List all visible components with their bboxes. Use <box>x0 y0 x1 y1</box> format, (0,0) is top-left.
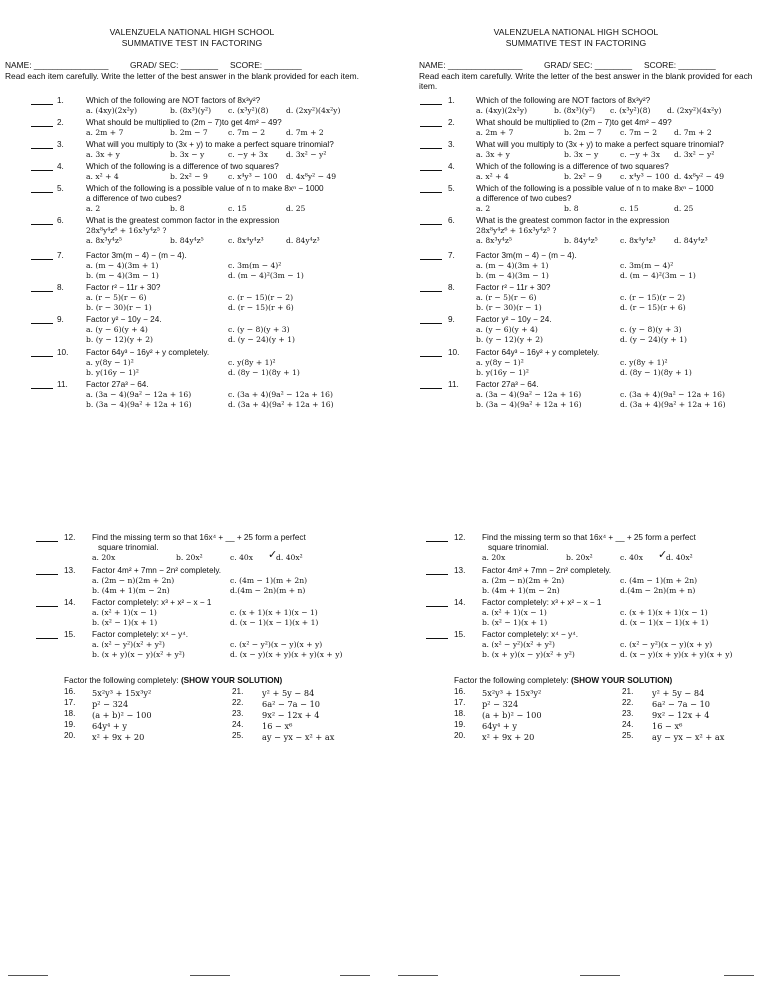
test-title: SUMMATIVE TEST IN FACTORING <box>121 38 263 48</box>
check-mark-icon: ✓ <box>658 548 668 561</box>
answer-blank[interactable] <box>31 251 53 260</box>
answer-blank[interactable] <box>420 348 442 357</box>
item-24: 24. <box>622 720 634 729</box>
name-field-label: NAME: ________________ <box>5 60 109 70</box>
answer-blank[interactable] <box>31 118 53 127</box>
worksheet-left: VALENZUELA NATIONAL HIGH SCHOOL SUMMATIVE TEST IN FACTORING NAME: ________________ GRAD/ SEC: ________ SCORE: ________ Read each item carefully. Write the letter of the best answer in the blank provided for each item. 1. Which of the following are NOT factors of 8x³y²? a. (4xy)(2x²y) b. (8x³)(y²) c. (x³y²)(8) d. (2xy²)(4x²y) 2. What should be multiplied to (2m − 7)to get 4m² − 49? a. 2m + 7 b. 2m − 7 c. 7m − 2 d. 7m + 2 3. What will you multiply to (3x + y) to make a perfect square trinomial? a. 3x + y b. 3x − y c. −y + 3x d. 3x² − y² 4. Which of the following is a difference of two squares? a. x² + 4 b. 2x² − 9 c. x⁴y³ − 100 d. 4x⁸y² − 49 5. Which of the following is a possible value of n to make 8xⁿ − 1000 a difference of two cubes? a. 2 b. 8 c. 15 d. 25 6. What is the greatest common factor in the expression 28x⁸y⁴z⁶ + 16x³y⁴z⁵ ? a. 8x³y⁴z⁵ b. 84y⁴z⁵ c. 8x⁴y⁴z³ d. 84y⁴z³ 7. Factor 3m(m − 4) − (m − 4). a. (m − 4)(3m + 1) c. 3m(m − 4)² b. (m − 4)(3m − 1) d. (m − 4)²(3m − 1) 8. Factor r² − 11r + 30? a. (r − 5)(r − 6) c. (r − 15)(r − 2) b. (r − 30)(r − 1) d. (r − 15)(r + 6) 9. Factor y² − 10y − 24. a. (y − 6)(y + 4) c. (y − 8)(y + 3) b. (y − 12)(y + 2) d. (y − 24)(y + 1) 10. Factor 64y³ − 16y² + y completely. a. y(8y − 1)² c. y(8y + 1)² b. y(16y − 1)² d. (8y − 1)(8y + 1) 11. Factor 27a³ − 64. a. (3a − 4)(9a² − 12a + 16) c. (3a + 4)(9a² − 12a + 16) b. (3a − 4)(9a² + 12a + 16) d. (3a + 4)(9a² + 12a + 16) 12. Find the missing term so that 16x⁴ + __ + 25 form a perfect square trinomial. a. 20x b. 20x² c. 40x ✓ d. 40x² 13. Factor 4m² + 7mn − 2n² completely. a. (2m − n)(2m + 2n) c. (4m − 1)(m + 2n) b. (4m + 1)(m − 2n) d.(4m − 2n)(m + n) 14. Factor completely: x³ + x² − x − 1 a. (x² + 1)(x − 1) c. (x + 1)(x + 1)(x − 1) b. (x² − 1)(x + 1) d. (x − 1)(x − 1)(x + 1) 15. Factor completely: x⁴ − y⁴. a. (x² − y²)(x² + y²) c. (x² − y²)(x − y)(x + y) b. (x + y)(x − y)(x² + y²) d. (x − y)(x + y)(x + y)(x + y) Factor the following completely: (SHOW YOUR SOLUTION) 16. 5x²y³ + 15x³y² 17. p² − 324 18. (a + b)² − 100 19. 64y⁴ + y 20. x² + 9x + 20 21. y² + 5y − 84 22. 6a² − 7a − 10 23. 9x² − 12x + 4 24. 16 − x⁶ 25. ay − yx − x² + ax <box>0 0 384 1006</box>
section-title: Factor the following completely: (SHOW YOUR SOLUTION) <box>454 676 673 685</box>
answer-blank[interactable] <box>31 184 53 193</box>
answer-blank[interactable] <box>31 315 53 324</box>
answer-blank[interactable] <box>426 598 448 607</box>
item-17: 17. <box>64 698 76 707</box>
school-name: VALENZUELA NATIONAL HIGH SCHOOL <box>493 27 659 37</box>
answer-blank[interactable] <box>420 118 442 127</box>
footer-rule <box>580 975 620 976</box>
answer-blank[interactable] <box>31 283 53 292</box>
answer-blank[interactable] <box>420 216 442 225</box>
name-field-label: NAME: ________________ <box>419 60 523 70</box>
answer-blank[interactable] <box>36 533 58 542</box>
gradsec-field-label: GRAD/ SEC: ________ <box>544 60 632 70</box>
score-field-label: SCORE: ________ <box>230 60 302 70</box>
instructions: Read each item carefully. Write the letter of the best answer in the blank provided for each item. <box>5 71 359 81</box>
footer-rule <box>340 975 370 976</box>
answer-blank[interactable] <box>420 315 442 324</box>
school-header <box>384 27 768 49</box>
footer-rule <box>8 975 48 976</box>
item-25: 25. <box>622 731 634 740</box>
answer-blank[interactable] <box>426 533 448 542</box>
answer-blank[interactable] <box>31 96 53 105</box>
footer-rule <box>190 975 230 976</box>
item-18: 18. <box>64 709 76 718</box>
item-19: 19. <box>454 720 466 729</box>
answer-blank[interactable] <box>420 96 442 105</box>
instructions: Read each item carefully. Write the letter of the best answer in the blank provided for each item. <box>419 71 753 92</box>
item-24: 24. <box>232 720 244 729</box>
answer-blank[interactable] <box>31 216 53 225</box>
section-title: Factor the following completely: (SHOW YOUR SOLUTION) <box>64 676 283 685</box>
school-header <box>0 27 384 49</box>
school-name: VALENZUELA NATIONAL HIGH SCHOOL <box>109 27 275 37</box>
item-20: 20. <box>454 731 466 740</box>
item-20: 20. <box>64 731 76 740</box>
item-19: 19. <box>64 720 76 729</box>
item-21: 21. <box>622 687 634 696</box>
answer-blank[interactable] <box>426 630 448 639</box>
gradsec-field-label: GRAD/ SEC: ________ <box>130 60 218 70</box>
item-21: 21. <box>232 687 244 696</box>
footer-rule <box>398 975 438 976</box>
answer-blank[interactable] <box>31 348 53 357</box>
item-25: 25. <box>232 731 244 740</box>
item-16: 16. <box>454 687 466 696</box>
item-18: 18. <box>454 709 466 718</box>
answer-blank[interactable] <box>420 251 442 260</box>
worksheet-right: VALENZUELA NATIONAL HIGH SCHOOL SUMMATIVE TEST IN FACTORING NAME: ________________ GRAD/ SEC: ________ SCORE: ________ Read each item carefully. Write the letter of the best answer in the blank provided for each item. 1. Which of the following are NOT factors of 8x³y²? a. (4xy)(2x²y) b. (8x³)(y²) c. (x³y²)(8) d. (2xy²)(4x²y) 2. What should be multiplied to (2m − 7)to get 4m² − 49? a. 2m + 7 b. 2m − 7 c. 7m − 2 d. 7m + 2 3. What will you multiply to (3x + y) to make a perfect square trinomial? a. 3x + y b. 3x − y c. −y + 3x d. 3x² − y² 4. Which of the following is a difference of two squares? a. x² + 4 b. 2x² − 9 c. x⁴y³ − 100 d. 4x⁸y² − 49 5. Which of the following is a possible value of n to make 8xⁿ − 1000 a difference of two cubes? a. 2 b. 8 c. 15 d. 25 6. What is the greatest common factor in the expression 28x⁸y⁴z⁶ + 16x³y⁴z⁵ ? a. 8x³y⁴z⁵ b. 84y⁴z⁵ c. 8x⁴y⁴z³ d. 84y⁴z³ 7. Factor 3m(m − 4) − (m − 4). a. (m − 4)(3m + 1) c. 3m(m − 4)² b. (m − 4)(3m − 1) d. (m − 4)²(3m − 1) 8. Factor r² − 11r + 30? a. (r − 5)(r − 6) c. (r − 15)(r − 2) b. (r − 30)(r − 1) d. (r − 15)(r + 6) 9. Factor y² − 10y − 24. a. (y − 6)(y + 4) c. (y − 8)(y + 3) b. (y − 12)(y + 2) d. (y − 24)(y + 1) 10. Factor 64y³ − 16y² + y completely. a. y(8y − 1)² c. y(8y + 1)² b. y(16y − 1)² d. (8y − 1)(8y + 1) 11. Factor 27a³ − 64. a. (3a − 4)(9a² − 12a + 16) c. (3a + 4)(9a² − 12a + 16) b. (3a − 4)(9a² + 12a + 16) d. (3a + 4)(9a² + 12a + 16) 12. Find the missing term so that 16x⁴ + __ + 25 form a perfect square trinomial. a. 20x b. 20x² c. 40x ✓ d. 40x² 13. Factor 4m² + 7mn − 2n² completely. a. (2m − n)(2m + 2n) c. (4m − 1)(m + 2n) b. (4m + 1)(m − 2n) d.(4m − 2n)(m + n) 14. Factor completely: x³ + x² − x − 1 a. (x² + 1)(x − 1) c. (x + 1)(x + 1)(x − 1) b. (x² − 1)(x + 1) d. (x − 1)(x − 1)(x + 1) 15. Factor completely: x⁴ − y⁴. a. (x² − y²)(x² + y²) c. (x² − y²)(x − y)(x + y) b. (x + y)(x − y)(x² + y²) d. (x − y)(x + y)(x + y)(x + y) Factor the following completely: (SHOW YOUR SOLUTION) 16. 5x²y³ + 15x³y² 17. p² − 324 18. (a + b)² − 100 19. 64y⁴ + y 20. x² + 9x + 20 21. y² + 5y − 84 22. 6a² − 7a − 10 23. 9x² − 12x + 4 24. 16 − x⁶ 25. ay − yx − x² + ax <box>384 0 768 1006</box>
answer-blank[interactable] <box>420 162 442 171</box>
answer-blank[interactable] <box>31 140 53 149</box>
item-22: 22. <box>622 698 634 707</box>
item-22: 22. <box>232 698 244 707</box>
score-field-label: SCORE: ________ <box>644 60 716 70</box>
item-16: 16. <box>64 687 76 696</box>
footer-rule <box>724 975 754 976</box>
item-23: 23. <box>622 709 634 718</box>
item-23: 23. <box>232 709 244 718</box>
answer-blank[interactable] <box>36 566 58 575</box>
answer-blank[interactable] <box>36 630 58 639</box>
test-title: SUMMATIVE TEST IN FACTORING <box>505 38 647 48</box>
answer-blank[interactable] <box>426 566 448 575</box>
answer-blank[interactable] <box>420 283 442 292</box>
item-17: 17. <box>454 698 466 707</box>
answer-blank[interactable] <box>420 380 442 389</box>
answer-blank[interactable] <box>420 184 442 193</box>
answer-blank[interactable] <box>31 162 53 171</box>
check-mark-icon: ✓ <box>268 548 278 561</box>
answer-blank[interactable] <box>31 380 53 389</box>
answer-blank[interactable] <box>420 140 442 149</box>
answer-blank[interactable] <box>36 598 58 607</box>
